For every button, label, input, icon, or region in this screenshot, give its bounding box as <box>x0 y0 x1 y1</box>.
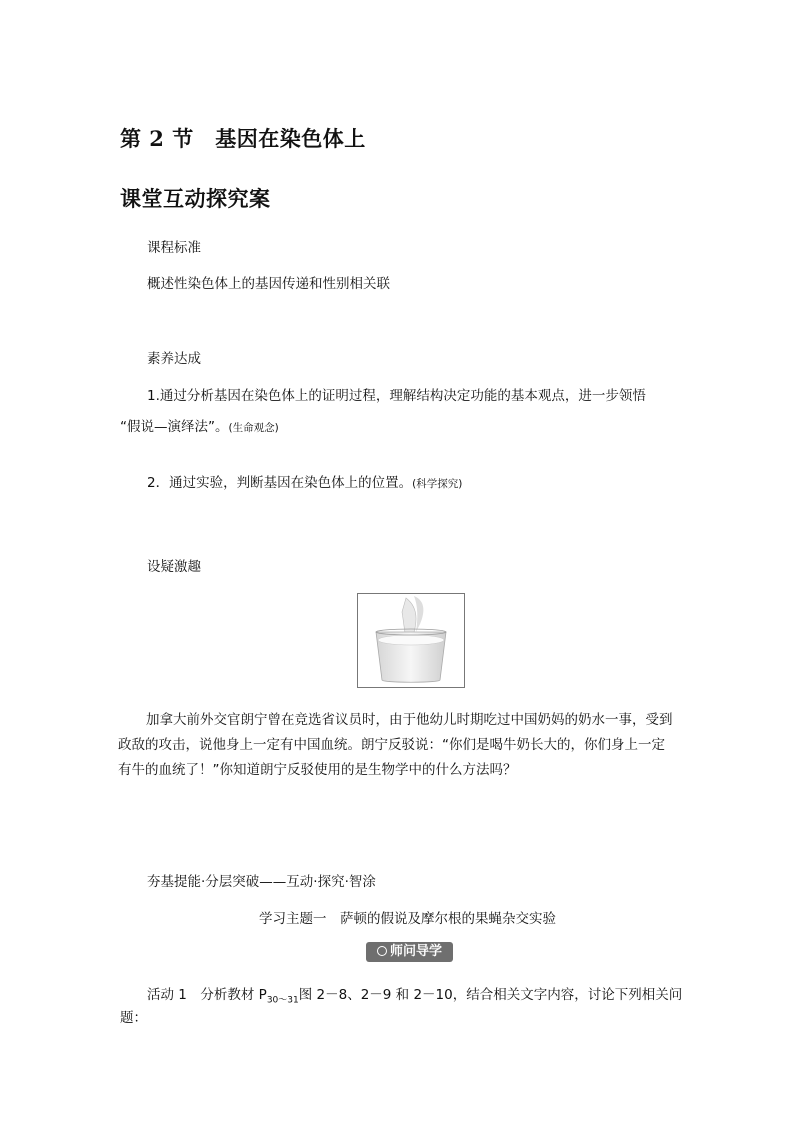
badge-label: 师问导学 <box>389 944 442 959</box>
foundation-label: 夯基提能·分层突破——互动·探究·智涂 <box>147 874 376 890</box>
literacy-item-2-text: 2．通过实验，判断基因在染色体上的位置。 <box>147 475 413 491</box>
section-title: 第 2 节 基因在染色体上 <box>120 126 366 151</box>
literacy-item-2-tag: (科学探究) <box>412 478 463 490</box>
curriculum-text: 概述性染色体上的基因传递和性别相关联 <box>147 276 390 292</box>
literacy-item-1-tag: (生命观念) <box>228 422 279 434</box>
literacy-label: 素养达成 <box>147 351 201 367</box>
topic-title: 学习主题一 萨顿的假说及摩尔根的果蝇杂交实验 <box>259 911 556 927</box>
activity-suffix: 图 2－8、2－9 和 2－10，结合相关文字内容，讨论下列相关问 <box>298 987 683 1003</box>
milk-glass-image <box>357 593 465 688</box>
literacy-item-2 <box>147 471 462 491</box>
curriculum-label: 课程标准 <box>147 240 201 256</box>
page-subtitle: 课堂互动探究案 <box>120 186 271 211</box>
literacy-item-1-text: “假说—演绎法”。 <box>120 419 229 435</box>
search-icon <box>377 946 387 956</box>
activity-pages: 30～31 <box>266 995 299 1006</box>
intro-label: 设疑激趣 <box>147 559 201 575</box>
literacy-item-1-line2 <box>120 415 279 435</box>
activity-1-line2: 题： <box>120 1010 147 1026</box>
activity-prefix: 活动 1 分析教材 P <box>147 987 267 1003</box>
literacy-item-1-line1: 1.通过分析基因在染色体上的证明过程，理解结构决定功能的基本观点，进一步领悟 <box>147 388 646 404</box>
intro-paragraph: 加拿大前外交官朗宁曾在竞选省议员时，由于他幼儿时期吃过中国奶妈的奶水一事，受到政敌的攻击，说他身上一定有中国血统。朗宁反驳说：“你们是喝牛奶长大的，你们身上一定有牛的血统了！”你知道朗宁反驳使用的是生物学中的什么方法吗？ <box>118 712 673 778</box>
teacher-guide-badge <box>366 942 453 962</box>
activity-1-line1 <box>147 983 682 1006</box>
